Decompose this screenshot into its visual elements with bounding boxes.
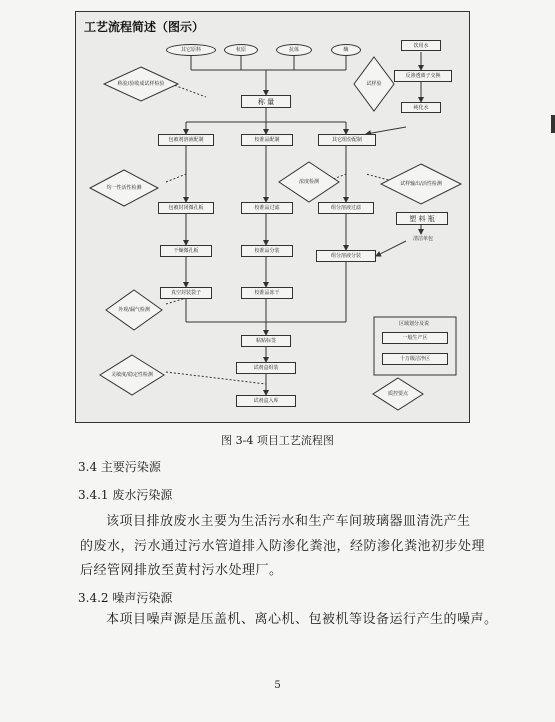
diamond-left2-text: 均一性活性检测 — [106, 185, 142, 191]
diamond-left3-text: 外观/漏气检测 — [118, 307, 150, 313]
paragraph-wastewater-line3: 后经管网排放至黄村污水处理厂。 — [80, 563, 283, 578]
diamond-mid-text: 浓度检测 — [298, 179, 319, 185]
legend-title: 区域划分及说 — [398, 320, 429, 327]
paragraph-noise: 本项目噪声源是压盖机、离心机、包被机等设备运行产生的噪声。 — [106, 612, 498, 627]
input-other-materials: 其它原料 — [166, 44, 216, 56]
purified-water-box: 纯化水 — [401, 102, 441, 113]
calibrator-dispense-step: 校准品分装 — [241, 245, 293, 257]
diamond-right2-text: 试样输出/活性检测 — [400, 181, 442, 187]
calibrator-freeze-dry-step: 校准品冻干 — [241, 287, 293, 299]
input-antibody: 抗体 — [276, 44, 312, 56]
drinking-water-box: 饮用水 — [401, 40, 441, 51]
section-heading-3-4: 3.4 主要污染源 — [78, 460, 161, 474]
diamond-left1-text: 称验/验收成试样检验 — [117, 81, 165, 87]
labeling-step: 粘贴标签 — [241, 335, 291, 347]
component-filter-step: 组分溶液过滤 — [318, 202, 374, 214]
diamond-right-top-text: 试样验 — [366, 81, 382, 87]
vacuum-seal-step: 真空封装袋子 — [160, 287, 212, 299]
input-enzyme: 酶 — [331, 44, 361, 56]
figure-caption: 图 3-4 项目工艺流程图 — [221, 434, 334, 447]
bottle-cleaning-text: 清洁单包 — [412, 236, 433, 242]
component-dispense-step: 组分溶液分装 — [316, 250, 376, 262]
weighing-step: 称 量 — [241, 95, 291, 108]
plastic-bottle-box: 塑 料 瓶 — [396, 212, 448, 225]
paragraph-wastewater-line1: 该项目排放废水主要为生活污水和生产车间玻璃器皿清洗产生 — [106, 514, 471, 529]
dry-plate-step: 干燥微孔板 — [160, 245, 212, 257]
legend-clean-area: 十万级洁净区 — [382, 353, 448, 365]
paragraph-wastewater-line2: 的废水，污水通过污水管道排入防渗化粪池，经防渗化粪池初步处理 — [80, 539, 486, 554]
figure-title: 工艺流程简述（图示） — [84, 20, 205, 34]
scan-edge-mark — [551, 115, 555, 133]
section-heading-3-4-1: 3.4.1 废水污染源 — [78, 488, 173, 502]
kit-assembly-step: 试剂盒组装 — [236, 362, 296, 374]
reverse-osmosis-box: 反渗透离子交换 — [394, 70, 452, 82]
coat-seal-plate-step: 包被封闭微孔板 — [158, 202, 214, 214]
other-component-prep-step: 其它组份配制 — [318, 134, 376, 146]
coating-solution-step: 包被剂溶液配制 — [158, 134, 214, 146]
qc-point-text: 质控要点 — [387, 391, 408, 397]
diamond-left4-text: 灵敏度/稳定性检测 — [111, 372, 153, 378]
calibrator-filter-step: 校准品过滤 — [241, 202, 293, 214]
kit-storage-step: 试剂盒入库 — [236, 395, 296, 407]
calibrator-prep-step: 校准品配制 — [241, 134, 293, 146]
process-flow-figure — [75, 11, 470, 423]
legend-general-area: 一般生产区 — [382, 332, 448, 344]
page-number: 5 — [274, 680, 281, 691]
section-heading-3-4-2: 3.4.2 噪声污染源 — [78, 591, 173, 605]
input-antigen: 杭原 — [224, 44, 258, 56]
